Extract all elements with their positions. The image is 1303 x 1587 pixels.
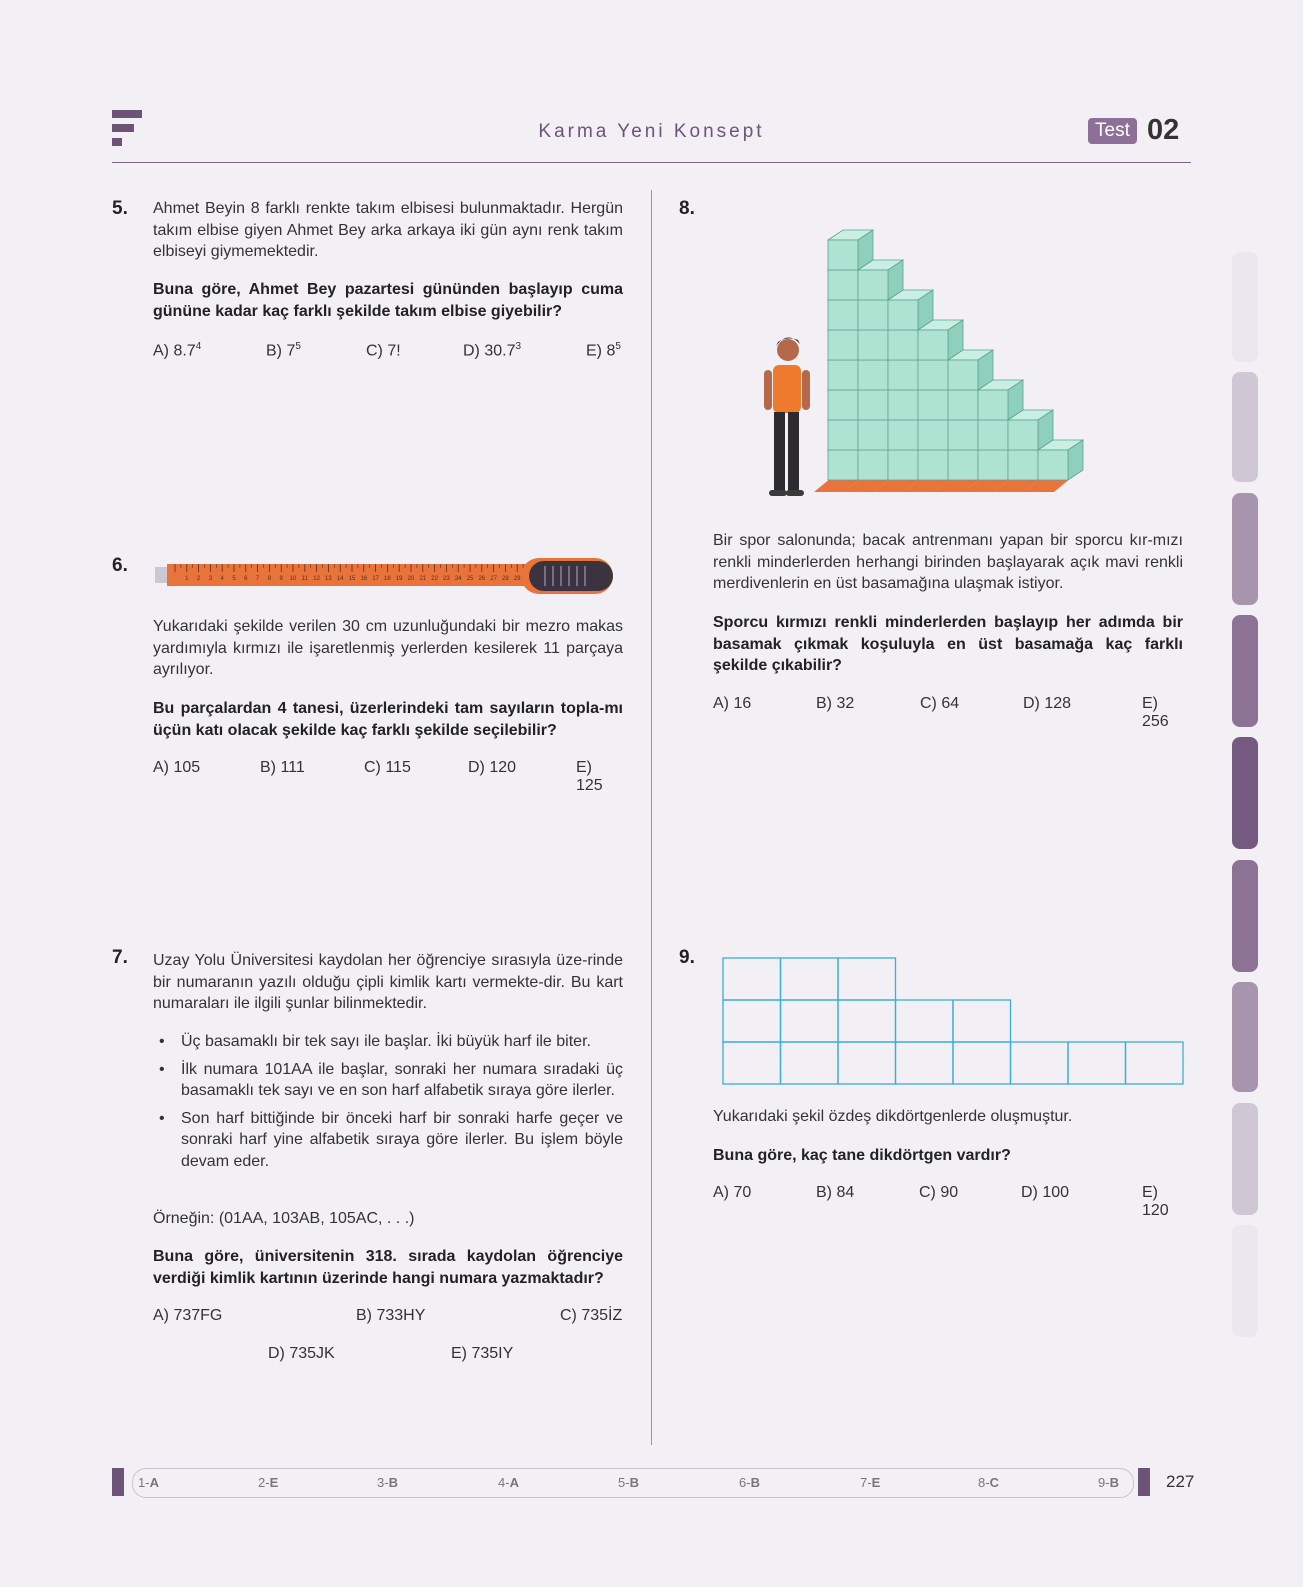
question-number-8: 8. <box>679 198 695 219</box>
stair-cube <box>1008 410 1053 450</box>
column-divider <box>651 190 652 1445</box>
section-tab-9 <box>1232 1225 1258 1337</box>
tape-measure-figure <box>153 552 623 602</box>
option-d[interactable]: D) 100 <box>1021 1184 1070 1201</box>
ruler-number: 24 <box>454 576 462 582</box>
question-6-text: Yukarıdaki şekilde verilen 30 cm uzunluğundaki bir mezro makas yardımıyla kırmızı ile işaretlenmiş yerlerden kesilerek 11 parçaya ayrılıyor. <box>153 618 623 678</box>
option-a[interactable]: A) $8.7^4$ <box>153 341 202 360</box>
option-e[interactable]: E) 120 <box>1142 1184 1169 1219</box>
question-8-text: Bir spor salonunda; bacak antrenmanı yapan bir sporcu kır-mızı renkli minderlerden herhangi birinden başlayarak açık mavi renkli merdivenlerin en üst basamağına ulaşmak istiyor. <box>713 532 1183 592</box>
option-a[interactable]: A) 16 <box>713 695 752 712</box>
question-9-text: Yukarıdaki şekil özdeş dikdörtgenlerde oluşmuştur. <box>713 1108 1073 1125</box>
ruler-number: 28 <box>502 576 509 582</box>
answer-key-item: 1-A <box>138 1475 159 1490</box>
ruler-case <box>529 561 613 591</box>
ruler-number: 7 <box>255 576 260 582</box>
test-label: Test <box>1088 118 1137 144</box>
stair-cube <box>1038 440 1083 480</box>
ruler-tape <box>167 564 532 586</box>
answer-key-item: 9-B <box>1098 1475 1119 1490</box>
grid-rectangle <box>896 1042 954 1084</box>
grid-rectangle <box>1126 1042 1184 1084</box>
question-8-options <box>713 695 1183 730</box>
option-c[interactable]: C) 90 <box>919 1184 959 1201</box>
option-b[interactable]: B) 111 <box>260 759 305 776</box>
section-tab-1 <box>1232 252 1258 362</box>
grid-rectangle <box>838 958 896 1000</box>
ruler-number: 4 <box>220 576 224 582</box>
footer-marker-right <box>1138 1468 1150 1496</box>
option-d[interactable]: D) 120 <box>468 759 517 776</box>
option-b[interactable]: B) 32 <box>816 695 855 712</box>
option-e[interactable]: E) 256 <box>1142 695 1169 730</box>
question-7-prompt: Buna göre, üniversitenin 318. sırada kaydolan öğrenciye verdiği kimlik kartının üzerinde hangi numara yazmaktadır? <box>153 1248 623 1287</box>
grid-rectangle <box>781 958 839 1000</box>
option-e[interactable]: E) 125 <box>576 759 603 794</box>
ruler-number: 18 <box>384 576 391 582</box>
ruler-number: 27 <box>490 576 497 582</box>
option-d[interactable]: D) 735JK <box>268 1345 335 1362</box>
question-7-rules <box>153 1031 623 1178</box>
stair-cube <box>948 350 993 390</box>
answer-key-item: 4-A <box>498 1475 519 1490</box>
option-c[interactable]: C) 735İZ <box>560 1307 623 1324</box>
grid-rectangle <box>953 1000 1011 1042</box>
stair-cube <box>828 230 873 270</box>
option-a[interactable]: A) 70 <box>713 1184 752 1201</box>
grid-rectangle <box>1011 1042 1069 1084</box>
ruler-number: 19 <box>395 576 403 582</box>
ruler-number: 8 <box>267 576 272 582</box>
page-header-title: Karma Yeni Konsept <box>538 121 765 142</box>
header-divider <box>112 162 1191 163</box>
stair-cube <box>858 260 903 300</box>
answer-key-item: 6-B <box>739 1475 760 1490</box>
stair-cube <box>888 290 933 330</box>
section-tab-4 <box>1232 615 1258 727</box>
staircase-figure <box>750 190 1160 510</box>
stair-cube <box>918 320 963 360</box>
grid-rectangle <box>781 1042 839 1084</box>
grid-rectangle <box>723 1000 781 1042</box>
ruler-number: 20 <box>407 576 415 582</box>
question-5-options <box>153 341 623 365</box>
rule-item: • Üç basamaklı bir tek sayı ile başlar. İki büyük harf ile biter. <box>153 1031 623 1053</box>
question-number-5: 5. <box>112 198 128 219</box>
question-5-text: Ahmet Beyin 8 farklı renkte takım elbisesi bulunmaktadır. Hergün takım elbise giyen Ahmet Bey arka arkaya iki gün aynı renk takım elbiseyi giymemektedir. <box>153 200 623 260</box>
question-6-prompt: Bu parçalardan 4 tanesi, üzerlerindeki tam sayıların topla-mı üçün katı olacak şekilde kaç farklı şekilde seçilebilir? <box>153 700 623 739</box>
ruler-number: 17 <box>372 576 379 582</box>
ruler-number: 23 <box>443 576 450 582</box>
question-7-text: Uzay Yolu Üniversitesi kaydolan her öğrenciye sırasıyla üze-rinde bir numaranın yazılı olduğu çipli kimlik kartı vermekte-dir. Bu kart numaraları ile ilgili şunlar bilinmektedir. <box>153 952 623 1012</box>
question-7-example: Örneğin: (01AA, 103AB, 105AC, . . .) <box>153 1210 415 1227</box>
question-number-9: 9. <box>679 947 695 968</box>
ruler-number: 26 <box>478 576 486 582</box>
ruler-number: 22 <box>431 576 438 582</box>
option-c[interactable]: C) 64 <box>920 695 960 712</box>
option-e[interactable]: E) $8^5$ <box>586 341 621 360</box>
ruler-number: 1 <box>185 576 189 582</box>
page-number: 227 <box>1166 1472 1195 1491</box>
ruler-number: 21 <box>419 576 427 582</box>
option-c[interactable]: C) 115 <box>364 759 411 776</box>
option-d[interactable]: D) 128 <box>1023 695 1072 712</box>
answer-key-item: 7-E <box>860 1475 881 1490</box>
question-number-6: 6. <box>112 555 128 576</box>
section-tab-8 <box>1232 1103 1258 1215</box>
rule-item: • İlk numara 101AA ile başlar, sonraki her numara sıradaki üç basamaklı tek sayı ve en son harf alfabetik sıraya göre ilerler. <box>153 1059 623 1102</box>
grid-rectangle <box>723 1042 781 1084</box>
ruler-number: 6 <box>244 576 248 582</box>
test-number: 02 <box>1147 114 1180 146</box>
rule-item: • Son harf bittiğinde bir önceki harf bir sonraki harfe geçer ve sonraki harf yine alfabetik sıraya göre ilerler. Bu işlem böyle devam eder. <box>153 1108 623 1173</box>
grid-rectangle <box>953 1042 1011 1084</box>
rectangle-grid-figure <box>722 957 1192 1089</box>
section-tab-5 <box>1232 737 1258 849</box>
ruler-number: 3 <box>208 576 213 582</box>
grid-rectangle <box>723 958 781 1000</box>
option-b[interactable]: B) 733HY <box>356 1307 426 1324</box>
question-5-prompt: Buna göre, Ahmet Bey pazartesi gününden başlayıp cuma gününe kadar kaç farklı şekilde takım elbise giyebilir? <box>153 281 623 320</box>
section-tab-3 <box>1232 493 1258 605</box>
ruler-number: 15 <box>348 576 356 582</box>
option-a[interactable]: A) 105 <box>153 759 201 776</box>
ruler-number: 12 <box>313 576 320 582</box>
grid-rectangle <box>838 1000 896 1042</box>
ruler-number: 29 <box>513 576 521 582</box>
athlete-figure <box>764 337 810 496</box>
question-8-prompt: Sporcu kırmızı renkli minderlerden başlayıp her adımda bir basamak çıkmak koşuluyla en üst basamağa kaç farklı şekilde çıkabilir? <box>713 614 1183 674</box>
stair-cube <box>978 380 1023 420</box>
ruler-number: 13 <box>325 576 332 582</box>
ruler-number: 16 <box>360 576 368 582</box>
answer-key-item: 3-B <box>377 1475 398 1490</box>
option-d[interactable]: D) 30.7$^3$ <box>463 341 522 360</box>
ruler-number: 10 <box>289 576 297 582</box>
ruler-number: 14 <box>336 576 344 582</box>
option-a[interactable]: A) 737FG <box>153 1307 223 1324</box>
section-tab-6 <box>1232 860 1258 972</box>
question-7-options <box>153 1307 623 1377</box>
ruler-number: 5 <box>232 576 236 582</box>
option-b[interactable]: B) 84 <box>816 1184 855 1201</box>
ruler-number: 11 <box>301 576 308 582</box>
grid-rectangle <box>1068 1042 1126 1084</box>
section-tab-2 <box>1232 372 1258 482</box>
answer-key-item: 2-E <box>258 1475 279 1490</box>
answer-key-item: 5-B <box>618 1475 639 1490</box>
question-9-prompt: Buna göre, kaç tane dikdörtgen vardır? <box>713 1147 1011 1164</box>
question-9-options <box>713 1184 1183 1219</box>
ruler-number: 9 <box>279 576 283 582</box>
grid-rectangle <box>896 1000 954 1042</box>
footer-marker-left <box>112 1468 124 1496</box>
grid-rectangle <box>838 1042 896 1084</box>
question-number-7: 7. <box>112 947 128 968</box>
option-b[interactable]: B) $7^5$ <box>266 341 301 360</box>
side-title <box>0 1150 18 1440</box>
option-e[interactable]: E) 735IY <box>451 1345 514 1362</box>
question-6-options <box>153 759 623 794</box>
ruler-number: 2 <box>196 576 201 582</box>
grid-rectangle <box>781 1000 839 1042</box>
section-tab-7 <box>1232 982 1258 1092</box>
answer-key-item: 8-C <box>978 1475 999 1490</box>
ruler-number: 25 <box>466 576 474 582</box>
option-c[interactable]: C) 7! <box>366 342 401 360</box>
